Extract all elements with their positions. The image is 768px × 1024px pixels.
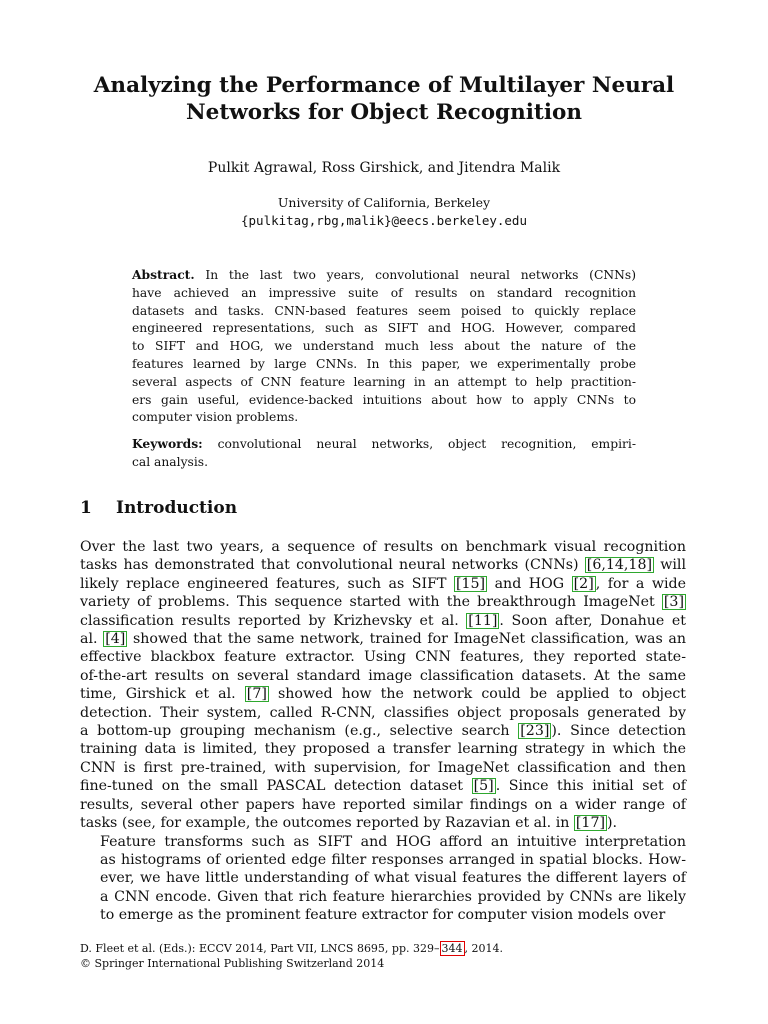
- body-text: [80, 538, 686, 925]
- citation-link[interactable]: [3]: [663, 594, 684, 611]
- text-line: tasks (see, for example, the outcomes reported by Razavian et al. in [17] ).: [80, 815, 618, 832]
- text-line: ever, we have little understanding of what visual features the different layers of: [100, 870, 686, 887]
- abstract-line: engineered representations, such as SIFT and HOG. However, compared: [132, 321, 636, 336]
- citation-link[interactable]: [5]: [473, 778, 494, 795]
- abstract-line: features learned by large CNNs. In this paper, we experimentally probe: [132, 356, 636, 371]
- citation-text: D. Fleet et al. (Eds.): ECCV 2014, Part VII, LNCS 8695, pp. 329–: [80, 942, 440, 955]
- abstract-line: to SIFT and HOG, we understand much less about the nature of the: [132, 339, 636, 354]
- abstract: [132, 266, 636, 427]
- abstract-label: Abstract.: [132, 267, 195, 282]
- paragraph-1: [80, 538, 686, 833]
- citation-link[interactable]: [23]: [520, 723, 550, 740]
- text-line: a bottom-up grouping mechanism (e.g., selective search [23] ). Since detection: [80, 723, 686, 740]
- affiliation-block: [60, 194, 708, 230]
- text-line: detection. Their system, called R-CNN, classifies object proposals generated by: [80, 704, 686, 721]
- keywords-line: cal analysis.: [132, 454, 208, 469]
- text-line: a CNN encode. Given that rich feature hierarchies provided by CNNs are likely: [100, 888, 686, 905]
- author-list: Pulkit Agrawal, Ross Girshick, and Jitendra Malik: [207, 160, 561, 176]
- text-line: likely replace engineered features, such as SIFT [15] and HOG [2] , for a wide: [80, 575, 686, 592]
- text-line: Over the last two years, a sequence of results on benchmark visual recognition: [80, 539, 686, 555]
- text-line: Feature transforms such as SIFT and HOG afford an intuitive interpretation: [100, 833, 686, 850]
- abstract-line: computer vision problems.: [132, 410, 299, 425]
- page-footer: [80, 941, 503, 971]
- copyright-line: © Springer International Publishing Switzerland 2014: [80, 957, 385, 970]
- text-line: tasks has demonstrated that convolutional neural networks (CNNs) [6,14,18] will: [80, 557, 686, 574]
- text-line: of-the-art results on several standard image classification datasets. At the same: [80, 667, 686, 684]
- section-heading: [80, 498, 237, 518]
- citation-link[interactable]: [6,14,18]: [586, 557, 653, 574]
- abstract-line: several aspects of CNN feature learning in an attempt to help practition-: [132, 374, 636, 389]
- citation-link[interactable]: [11]: [468, 612, 498, 629]
- citation-link[interactable]: [2]: [573, 575, 594, 592]
- paper-title: [60, 72, 708, 126]
- text-line: fine-tuned on the small PASCAL detection dataset [5] . Since this initial set of: [80, 778, 686, 795]
- text-line: effective blackbox feature extractor. Using CNN features, they reported state-: [80, 649, 686, 666]
- end-page-link[interactable]: 344: [441, 942, 463, 955]
- title-line-1: Analyzing the Performance of Multilayer Neural: [93, 73, 675, 98]
- abstract-line: Abstract. In the last two years, convolutional neural networks (CNNs): [132, 267, 636, 282]
- text-line: as histograms of oriented edge filter responses arranged in spatial blocks. How-: [100, 851, 686, 868]
- email-address[interactable]: {pulkitag,rbg,malik}@eecs.berkeley.edu: [241, 213, 527, 228]
- paragraph-2: [80, 833, 686, 925]
- keywords: [132, 435, 636, 472]
- abstract-line: datasets and tasks. CNN-based features seem poised to quickly replace: [132, 303, 636, 318]
- affiliation: University of California, Berkeley: [277, 195, 491, 210]
- citation-link[interactable]: [7]: [246, 686, 267, 703]
- abstract-line: ers gain useful, evidence-backed intuitions about how to apply CNNs to: [132, 392, 636, 407]
- title-line-2: Networks for Object Recognition: [186, 100, 582, 125]
- text-line: training data is limited, they proposed a transfer learning strategy in which the: [80, 741, 686, 758]
- keywords-label: Keywords:: [132, 436, 203, 451]
- text-line: to emerge as the prominent feature extractor for computer vision models over: [100, 907, 666, 924]
- text-line: al. [4] showed that the same network, trained for ImageNet classification, was an: [80, 631, 686, 648]
- citation-suffix: , 2014.: [464, 942, 503, 955]
- text-line: variety of problems. This sequence started with the breakthrough ImageNet [3]: [80, 594, 684, 611]
- text-line: results, several other papers have reported similar findings on a wider range of: [80, 796, 686, 813]
- abstract-line: have achieved an impressive suite of results on standard recognition: [132, 285, 636, 300]
- citation-link[interactable]: [15]: [455, 575, 486, 592]
- text-line: classification results reported by Krizhevsky et al. [11] . Soon after, Donahue et: [80, 612, 687, 629]
- section-number: 1: [80, 498, 92, 518]
- section-title: Introduction: [116, 498, 238, 518]
- citation-line: [80, 941, 503, 956]
- keywords-line: Keywords: convolutional neural networks, object recognition, empiri-: [132, 436, 636, 451]
- citation-link[interactable]: [17]: [575, 815, 606, 832]
- citation-link[interactable]: [4]: [105, 631, 126, 648]
- text-line: time, Girshick et al. [7] showed how the network could be applied to object: [80, 686, 686, 703]
- text-line: CNN is first pre-trained, with supervision, for ImageNet classification and then: [80, 759, 686, 776]
